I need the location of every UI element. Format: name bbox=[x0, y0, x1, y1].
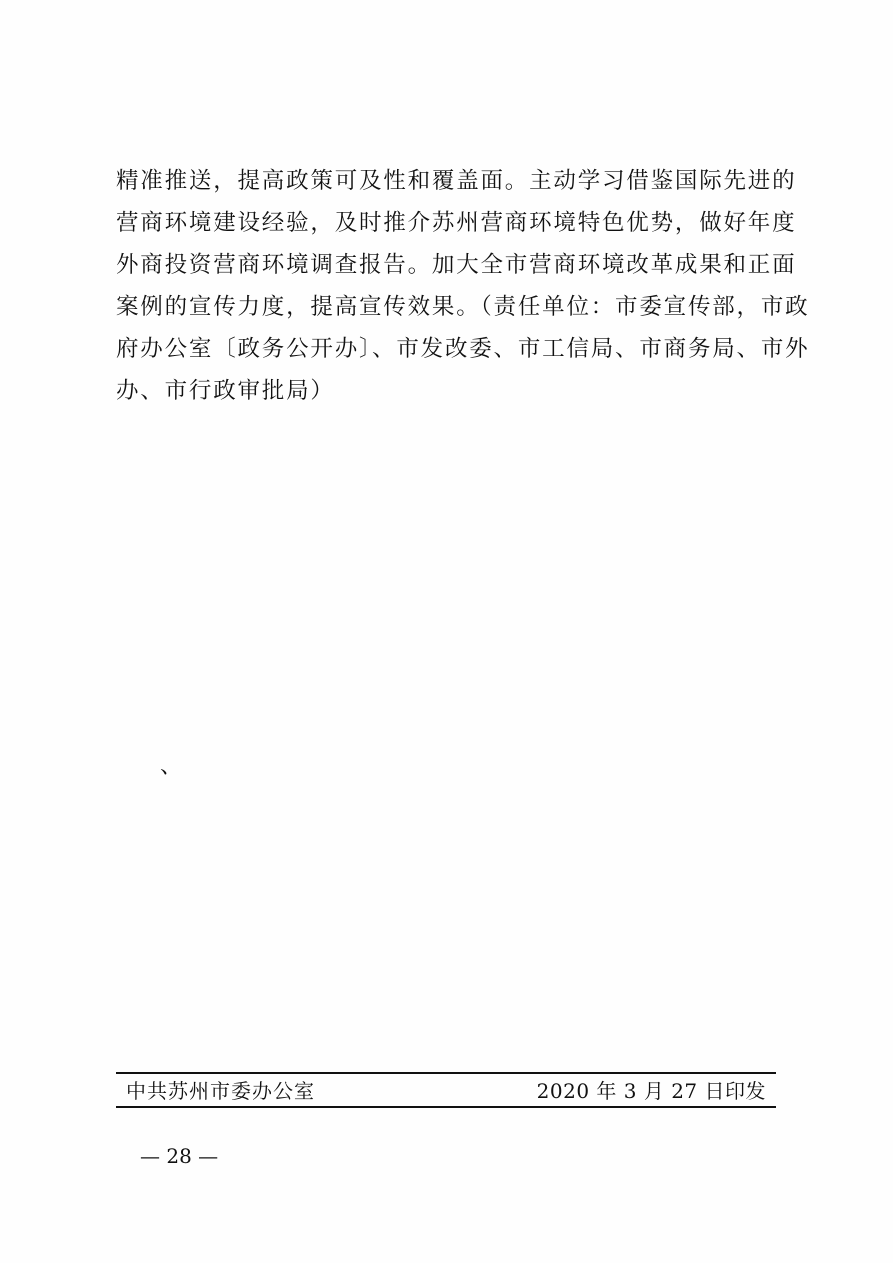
body-line: 案例的宣传力度，提高宣传效果。（责任单位：市委宣传部，市政 bbox=[116, 294, 810, 320]
footer-top-rule bbox=[116, 1072, 776, 1074]
stray-punctuation-mark: 、 bbox=[160, 754, 183, 779]
page-number: — 28 — bbox=[140, 1144, 219, 1168]
body-line: 府办公室〔政务公开办〕、市发改委、市工信局、市商务局、市外 bbox=[116, 336, 810, 362]
body-line: 精准推送，提高政策可及性和覆盖面。主动学习借鉴国际先进的 bbox=[116, 168, 797, 194]
issue-date: 2020 年 3 月 27 日印发 bbox=[536, 1079, 766, 1103]
issuer-name: 中共苏州市委办公室 bbox=[126, 1079, 315, 1103]
body-paragraph bbox=[116, 160, 810, 412]
issuance-footer bbox=[116, 1076, 776, 1106]
body-line: 外商投资营商环境调查报告。加大全市营商环境改革成果和正面 bbox=[116, 252, 797, 278]
body-line: 营商环境建设经验，及时推介苏州营商环境特色优势，做好年度 bbox=[116, 210, 797, 236]
body-line: 办、市行政审批局） bbox=[116, 378, 335, 404]
footer-bottom-rule bbox=[116, 1106, 776, 1108]
